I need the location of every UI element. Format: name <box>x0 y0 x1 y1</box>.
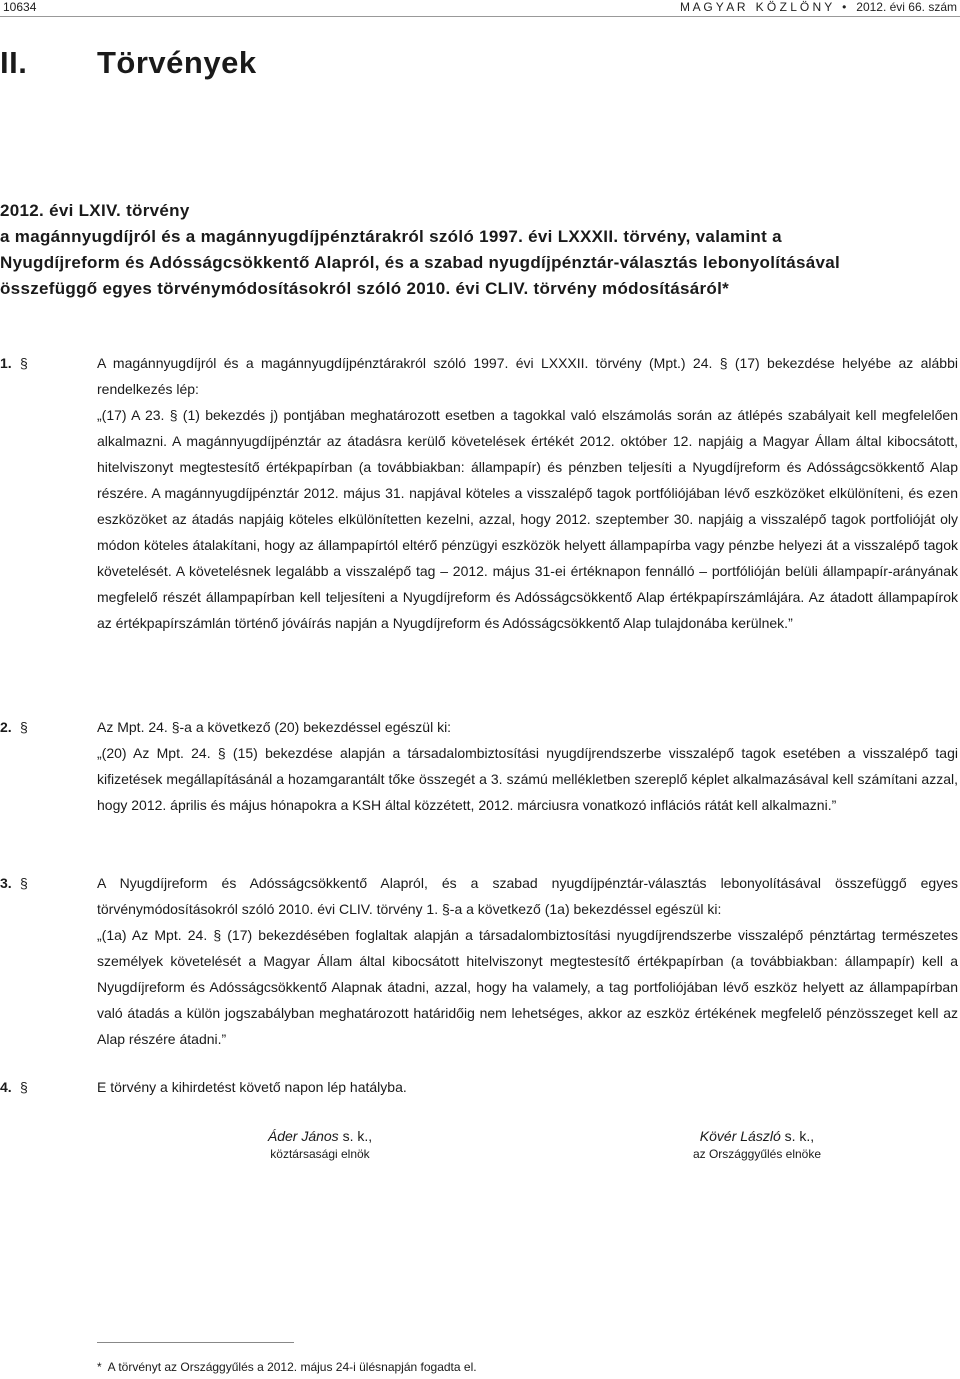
signatory-role: köztársasági elnök <box>270 1147 370 1161</box>
signatory-name: Áder János <box>267 1128 339 1144</box>
page-header <box>0 0 960 16</box>
footnote: * A törvényt az Országgyűlés a 2012. május 24-i ülésnapján fogadta el. <box>97 1360 477 1374</box>
section-text: E törvény a kihirdetést követő napon lép hatályba. <box>97 1079 407 1095</box>
section-sign: § <box>20 355 28 371</box>
section-sign: § <box>20 719 28 735</box>
section-text: A magánnyugdíjról és a magánnyugdíjpénztárakról szóló 1997. évi LXXXII. törvény (Mpt.) 24. § (17) bekezdése helyébe az alábbi rendelkezés lép: <box>97 355 958 397</box>
signature-president <box>220 1128 420 1161</box>
journal-name: M A G Y A R K Ö Z L Ö N Y • 2012. évi 66. szám <box>680 0 957 14</box>
signatory-suffix: s. k., <box>338 1128 373 1144</box>
law-number: 2012. évi LXIV. törvény <box>0 201 190 220</box>
section-number: 1. <box>0 355 12 371</box>
signatory-suffix: s. k., <box>780 1128 815 1144</box>
part-number: II. <box>0 45 28 80</box>
header-rule <box>0 16 960 17</box>
section-text: „(1a) Az Mpt. 24. § (17) bekezdésében foglaltak alapján a társadalombiztosítási nyugdíjrendszerbe visszalépő pénztártag természetes személyek követelését a Magyar Állam által kibocsátott hitelviszonyt megtestesítő értékpapírban (a továbbiakban: állampapír) kell a Nyugdíjreform és Adósságcsökkentő Alapnak átadni, azzal, hogy ha valamely, a tag portfoliójában lévő eszköz helyett az állampapírban való átadás a külön jogszabályban meghatározott határidőig nem lehetséges, akkor az eszköz értékének megfelelő pénzösszeget kell az Alap részére átadni.” <box>97 927 958 1047</box>
section-text: Az Mpt. 24. §-a a következő (20) bekezdéssel egészül ki: <box>97 719 452 735</box>
section-sign: § <box>20 1079 28 1095</box>
page-number: 10634 <box>3 0 37 14</box>
section-text: A Nyugdíjreform és Adósságcsökkentő Alapról, és a szabad nyugdíjpénztár-választás lebonyolításával összefüggő egyes törvénymódosításokról szóló 2010. évi CLIV. törvény 1. §-a a következő (1a) bekezdéssel egészül ki: <box>97 875 958 917</box>
signature-speaker <box>642 1128 872 1161</box>
section-text: „(17) A 23. § (1) bekezdés j) pontjában meghatározott esetben a tagokkal való elszámolás során az átlépés szabályait kell megfelelően alkalmazni. A magánnyugdíjpénztár az átadásra kerülő követelések értékét 2012. október 12. napjáig a Magyar Állam által kibocsátott, hitelviszonyt megtestesítő értékpapírban (a továbbiakban: állampapír) és pénzben teljesíti a Nyugdíjreform és Adósságcsökkentő Alap részére. A magánnyugdíjpénztár 2012. május 31. napjával köteles a visszalépő tagok portfóliójában lévő eszközöket elkülöníteni, és ezen eszközöket az átadás napjáig köteles elkülönítetten kezelni, azzal, hogy 2012. szeptember 30. napjáig a visszalépő tagok portfolióját oly módon köteles átalakítani, hogy az állampapírtól eltérő pénzügyi eszközök helyett állampapírba vagy pénzbe helyezi át a visszalépő tagok követelését. A követelésnek legalább a visszalépő tag – 2012. május 31-ei értéknapon fennálló – portfólióján belüli állampapír-arányának megfelelő részét állampapírban kell teljesíteni a Nyugdíjreform és Adósságcsökkentő Alap értékpapírszámlájára. Az átadott állampapírok az értékpapírszámlán történő jóváírás napján a Nyugdíjreform és Adósságcsökkentő Alap tulajdonába kerülnek.” <box>97 407 958 631</box>
law-subject: a magánnyugdíjról és a magánnyugdíjpénztárakról szóló 1997. évi LXXXII. törvény, valamint a Nyugdíjreform és Adósságcsökkentő Alapról, és a szabad nyugdíjpénztár-választás lebonyolításával összefüggő egyes törvénymódosításokról szóló 2010. évi CLIV. törvény módosításáról* <box>0 227 841 298</box>
section-number: 2. <box>0 719 12 735</box>
section-1 <box>0 350 960 636</box>
footnote-rule <box>97 1342 294 1343</box>
section-number: 3. <box>0 875 12 891</box>
section-3 <box>0 870 960 1052</box>
part-title: Törvények <box>97 45 257 80</box>
signatory-role: az Országgyűlés elnöke <box>692 1147 822 1161</box>
signatory-name: Kövér László <box>699 1128 781 1144</box>
section-text: „(20) Az Mpt. 24. § (15) bekezdése alapján a társadalombiztosítási nyugdíjrendszerbe visszalépő tagok esetében a visszalépő tagi kifizetések megállapításánál a hozamgarantált tőke összegét a 3. számú mellékletben szereplő képlet alkalmazásával kell számítani azzal, hogy 2012. április és május hónapokra a KSH által közzétett, 2012. márciusra vonatkozó inflációs rátát kell alkalmazni.” <box>97 745 958 813</box>
section-sign: § <box>20 875 28 891</box>
law-title <box>0 198 900 302</box>
section-2 <box>0 714 960 818</box>
section-4 <box>0 1074 960 1100</box>
section-number: 4. <box>0 1079 12 1095</box>
